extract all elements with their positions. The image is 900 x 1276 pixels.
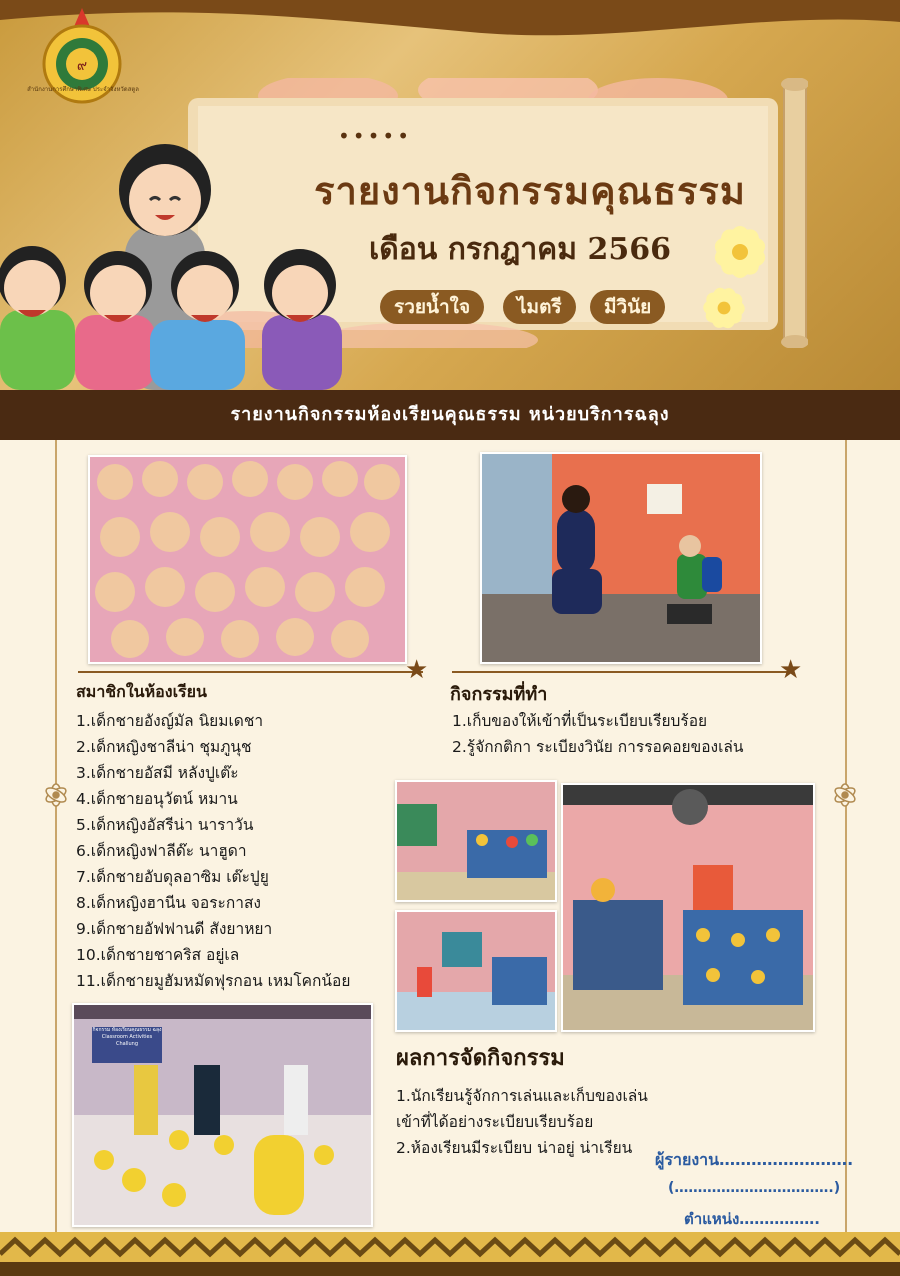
photo-banner-line-2: Classroom Activities Challung (101, 1034, 153, 1047)
frangipani-flowers-icon (690, 210, 800, 350)
star-ornament-icon: ★ (405, 655, 429, 685)
svg-text:๙: ๙ (76, 58, 88, 74)
frame-line-right (845, 440, 847, 1245)
activities-title: กิจกรรมที่ทำ (450, 684, 548, 705)
ornament-flower-left-icon (41, 780, 71, 810)
members-title: สมาชิกในห้องเรียน (76, 682, 207, 701)
photo-classroom-toy-shelves (561, 783, 815, 1032)
results-title: ผลการจัดกิจกรรม (396, 1046, 565, 1071)
activities-list (452, 708, 743, 760)
motto-badge-3: มีวินัย (590, 290, 665, 324)
member-item: 11.เด็กชายมูฮัมหมัดฟุรกอน เหมโคกน้อย (76, 972, 351, 990)
member-item: 6.เด็กหญิงฟาลีด๊ะ นาฮูดา (76, 842, 247, 860)
header (0, 0, 900, 390)
school-emblem-logo (32, 6, 132, 116)
result-item: 1.นักเรียนรู้จักการเล่นและเก็บของเล่น (396, 1087, 648, 1105)
member-item: 3.เด็กชายอัสมี หลังปูเต๊ะ (76, 764, 239, 782)
member-item: 9.เด็กชายอัฟฟานดี สังยาหยา (76, 920, 273, 938)
photo-classroom-toys-2 (395, 910, 557, 1032)
photo-banner-text (92, 1027, 162, 1048)
star-ornament-icon: ★ (779, 655, 803, 685)
photo-teacher-helping-child (480, 452, 762, 664)
member-item: 1.เด็กชายอังญ์มัล นิยมเดชา (76, 712, 264, 730)
banner-title: รายงานกิจกรรมห้องเรียนคุณธรรม หน่วยบริการฉลุง (230, 404, 670, 425)
member-item: 7.เด็กชายอับดุลอาซิม เต๊ะปูยู (76, 868, 269, 886)
logo-caption: สำนักงานการศึกษาพิเศษ ประจำจังหวัดสตูล (27, 86, 139, 93)
page-subtitle-month: เดือน กรกฎาคม 2566 (369, 232, 671, 267)
results-list (396, 1083, 648, 1161)
frame-line-left (55, 440, 57, 1245)
motto-badge-1: รวยน้ำใจ (380, 290, 484, 324)
footer-bottom-strip (0, 1262, 900, 1276)
footer-zigzag-decoration (0, 1232, 900, 1262)
members-list (76, 708, 350, 994)
header-wave-decoration (0, 0, 900, 60)
title-dots: ••••• (338, 124, 412, 148)
activity-item: 1.เก็บของให้เข้าที่เป็นระเบียบเรียบร้อย (452, 712, 708, 730)
ornament-flower-right-icon (830, 780, 860, 810)
photo-classroom-toys-1 (395, 780, 557, 902)
page-title: รายงานกิจกรรมคุณธรรม (314, 168, 746, 213)
reporter-position-line: ตำแหน่ง……………. (684, 1210, 820, 1228)
member-item: 8.เด็กหญิงฮานีน จอระกาสง (76, 894, 261, 912)
member-item: 5.เด็กหญิงอัสรีน่า นาราวัน (76, 816, 254, 834)
activity-item: 2.รู้จักกติกา ระเบียงวินัย การรอคอยของเล่น (452, 738, 744, 756)
result-item: 2.ห้องเรียนมีระเบียบ น่าอยู่ น่าเรียน (396, 1139, 633, 1157)
member-item: 4.เด็กชายอนุวัตน์ หมาน (76, 790, 238, 808)
reporter-signature-line: ผู้รายงาน……………………. (655, 1150, 854, 1169)
reporter-name-line: (…………………………….) (668, 1180, 841, 1196)
result-item: เข้าที่ได้อย่างระเบียบเรียบร้อย (396, 1113, 594, 1131)
members-title-rule (78, 671, 423, 673)
activities-title-rule (452, 671, 792, 673)
photo-students-activity (72, 1003, 373, 1227)
member-item: 2.เด็กหญิงชาลีน่า ชุมภูนุช (76, 738, 252, 756)
member-item: 10.เด็กชายชาคริส อยู่เล (76, 946, 240, 964)
photo-class-members-collage (88, 455, 407, 664)
photo-banner-line-1: กิจกรรม ห้องเรียนคุณธรรม ฉลุง (92, 1027, 162, 1033)
motto-badge-2: ไมตรี (503, 290, 576, 324)
